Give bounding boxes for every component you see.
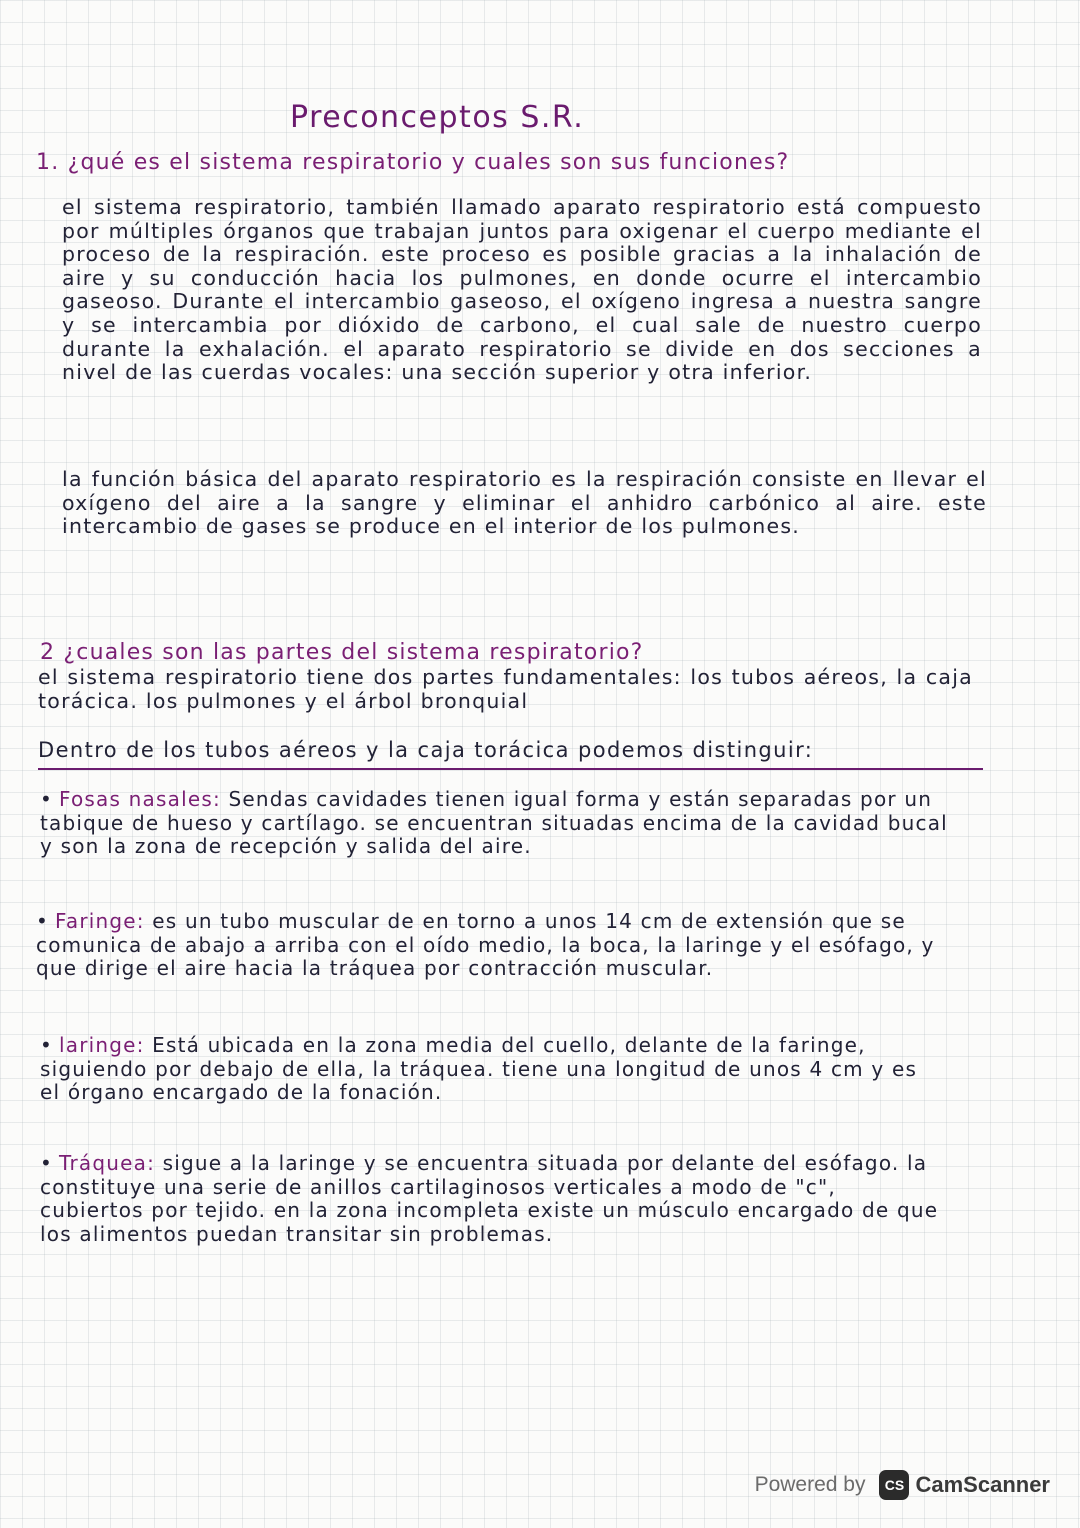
camscanner-watermark [755, 1470, 1050, 1500]
item-text: sigue a la laringe y se encuentra situada por delante del esófago. la constituye una serie de anillos cartilaginosos verticales a modo de "c", cubiertos por tejido. en la zona incompleta existe un músculo encargado de que los alimentos puedan transitar sin problemas. [40, 1151, 939, 1246]
item-text: es un tubo muscular de en torno a unos 14 cm de extensión que se comunica de abajo a arriba con el oído medio, la boca, la laringe y el esófago, y que dirige el aire hacia la tráquea por contracción muscular. [36, 909, 935, 981]
question-2: 2 ¿cuales son las partes del sistema respiratorio? [40, 640, 644, 665]
item-term: laringe: [59, 1033, 145, 1057]
item-term: Fosas nasales: [59, 787, 221, 811]
list-item-faringe [36, 910, 971, 981]
page-title: Preconceptos S.R. [290, 100, 585, 135]
bullet-icon: • [40, 1151, 53, 1175]
bullet-icon: • [40, 787, 53, 811]
powered-by-text: Powered by [754, 1473, 866, 1496]
camscanner-logo-icon: CS [879, 1470, 909, 1500]
answer-1-paragraph-2: la función básica del aparato respiratorio es la respiración consiste en llevar el oxígeno del aire a la sangre y eliminar el anhidro carbónico al aire. este intercambio de gases se produce en el interior de los pulmones. [62, 467, 987, 539]
camscanner-logo [879, 1470, 1050, 1500]
question-1: 1. ¿qué es el sistema respiratorio y cuales son sus funciones? [36, 150, 790, 175]
item-term: Tráquea: [59, 1151, 156, 1175]
bullet-icon: • [36, 909, 49, 933]
list-item-laringe [40, 1034, 940, 1105]
item-text: Sendas cavidades tienen igual forma y están separadas por un tabique de hueso y cartílago. se encuentran situadas encima de la cavidad bucal y son la zona de recepción y salida del aire. [40, 787, 948, 859]
bullet-icon: • [40, 1033, 53, 1057]
list-item-traquea [40, 1152, 945, 1246]
item-text: Está ubicada en la zona media del cuello, delante de la faringe, siguiendo por debajo de ella, la tráquea. tiene una longitud de unos 4 cm y es el órgano encargado de la fonación. [40, 1033, 918, 1105]
item-term: Faringe: [55, 909, 145, 933]
parts-subheading: Dentro de los tubos aéreos y la caja torácica podemos distinguir: [38, 738, 983, 770]
camscanner-brand: CamScanner [915, 1472, 1050, 1497]
list-item-fosas-nasales [40, 788, 965, 859]
answer-2-intro: el sistema respiratorio tiene dos partes fundamentales: los tubos aéreos, la caja torácica. los pulmones y el árbol bronquial [38, 665, 973, 713]
answer-1-paragraph-1: el sistema respiratorio, también llamado aparato respiratorio está compuesto por múltiples órganos que trabajan juntos para oxigenar el cuerpo mediante el proceso de la respiración. este proceso es posible gracias a la inhalación de aire y su conducción hacia los pulmones, en donde ocurre el intercambio gaseoso. Durante el intercambio gaseoso, el oxígeno ingresa a nuestra sangre y se intercambia por dióxido de carbono, el cual sale de nuestro cuerpo durante la exhalación. el aparato respiratorio se divide en dos secciones a nivel de las cuerdas vocales: una sección superior y otra inferior. [62, 195, 982, 385]
